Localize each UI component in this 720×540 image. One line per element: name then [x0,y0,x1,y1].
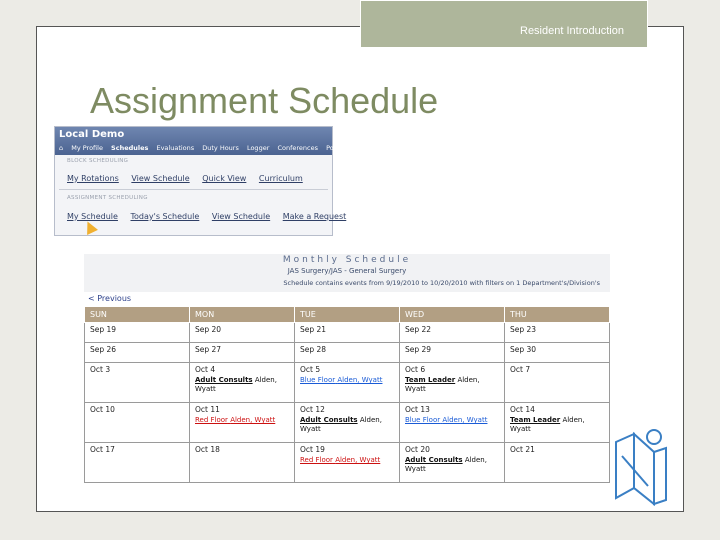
schedule-note: Schedule contains events from 9/19/2010 to 10/20/2010 with filters on 1 Department's/Division's [283,279,600,287]
calendar-cell[interactable] [505,403,610,443]
link-view-schedule-assign[interactable]: View Schedule [211,212,271,221]
schedule-subtitle: JAS Surgery/JAS - General Surgery [287,267,407,275]
calendar-row [85,443,610,483]
nav-screenshot [54,126,347,236]
menu-duty-hours[interactable]: Duty Hours [202,144,239,152]
calendar-cell[interactable] [400,403,505,443]
cell-date: Sep 23 [510,325,537,334]
cell-date: Oct 20 [405,445,430,454]
calendar-cell[interactable] [400,443,505,483]
cell-date: Oct 4 [195,365,216,374]
cell-date: Sep 29 [405,345,432,354]
cell-date: Oct 6 [405,365,426,374]
calendar-cell[interactable] [295,403,400,443]
schedule-event[interactable] [405,376,499,394]
event-person: Alden, Wyatt [337,376,383,384]
day-header-sun: SUN [85,307,190,323]
calendar-cell[interactable] [505,363,610,403]
schedule-event[interactable] [510,416,604,434]
cell-date: Oct 18 [195,445,220,454]
calendar-cell[interactable] [85,323,190,343]
event-person: Alden, Wyatt [335,456,381,464]
calendar-cell[interactable] [190,403,295,443]
day-header-tue: TUE [295,307,400,323]
cell-date: Oct 14 [510,405,535,414]
calendar-cell[interactable] [85,363,190,403]
calendar-cell[interactable] [400,363,505,403]
cell-date: Oct 3 [90,365,111,374]
menu-po[interactable]: Po [326,144,334,152]
calendar-cell[interactable] [295,363,400,403]
link-view-schedule-block[interactable]: View Schedule [131,174,190,183]
calendar-cell[interactable] [400,323,505,343]
schedule-event[interactable] [195,416,289,425]
event-name: Adult Consults [195,376,253,384]
calendar-row [85,323,610,343]
calendar-cell[interactable] [85,403,190,443]
event-person: Alden, Wyatt [195,376,277,393]
menu-conferences[interactable]: Conferences [277,144,318,152]
cell-date: Oct 17 [90,445,115,454]
menu-schedules[interactable]: Schedules [111,144,149,152]
calendar-cell[interactable] [295,443,400,483]
event-name: Adult Consults [300,416,358,424]
block-scheduling-label: BLOCK SCHEDULING [67,158,129,164]
event-person: Alden, Wyatt [230,416,276,424]
link-my-schedule[interactable]: My Schedule [67,212,118,221]
calendar-row [85,363,610,403]
event-name: Blue Floor [405,416,441,424]
block-links [67,174,313,183]
calendar-cell[interactable] [505,343,610,363]
day-header-wed: WED [400,307,505,323]
cell-date: Sep 20 [195,325,222,334]
calendar-cell[interactable] [190,323,295,343]
calendar-row [85,403,610,443]
event-name: Adult Consults [405,456,463,464]
cell-date: Sep 27 [195,345,222,354]
nav-title: Local Demo [59,129,125,140]
event-person: Alden, Wyatt [442,416,488,424]
cell-date: Sep 30 [510,345,537,354]
event-name: Red Floor [195,416,228,424]
monthly-schedule-header [84,254,610,292]
cell-date: Oct 11 [195,405,220,414]
cell-date: Sep 26 [90,345,117,354]
calendar-table [84,306,610,483]
event-person: Alden, Wyatt [300,416,382,433]
cell-date: Sep 28 [300,345,327,354]
calendar-cell[interactable] [85,343,190,363]
home-icon[interactable]: ⌂ [59,144,64,152]
link-my-rotations[interactable]: My Rotations [67,174,119,183]
nav-header [55,127,332,155]
logo-icon [610,428,670,506]
calendar-cell[interactable] [505,323,610,343]
event-person: Alden, Wyatt [405,376,480,393]
calendar-cell[interactable] [295,323,400,343]
assignment-links [67,212,356,221]
calendar-cell[interactable] [295,343,400,363]
cell-date: Oct 5 [300,365,321,374]
calendar-cell[interactable] [190,363,295,403]
event-name: Red Floor [300,456,333,464]
header-tag: Resident Introduction [520,25,624,37]
cell-date: Oct 19 [300,445,325,454]
cell-date: Oct 7 [510,365,531,374]
schedule-title: Monthly Schedule [282,255,412,265]
day-header-thu: THU [505,307,610,323]
nav-menu [59,144,340,152]
link-quick-view[interactable]: Quick View [202,174,247,183]
event-name: Team Leader [405,376,456,384]
assignment-scheduling-label: ASSIGNMENT SCHEDULING [67,195,148,201]
schedule-event[interactable] [405,416,499,425]
cell-date: Oct 13 [405,405,430,414]
link-todays-schedule[interactable]: Today's Schedule [130,212,200,221]
schedule-event[interactable] [300,376,394,385]
schedule-event[interactable] [405,456,499,474]
cell-date: Sep 19 [90,325,117,334]
menu-evaluations[interactable]: Evaluations [156,144,195,152]
header-tab [360,0,648,48]
menu-my-profile[interactable]: My Profile [71,144,103,152]
previous-link[interactable]: < Previous [88,294,132,303]
event-person: Alden, Wyatt [510,416,585,433]
cell-date: Oct 10 [90,405,115,414]
schedule-event[interactable] [195,376,289,394]
cell-date: Sep 22 [405,325,432,334]
link-curriculum[interactable]: Curriculum [258,174,303,183]
calendar-cell[interactable] [505,443,610,483]
calendar-cell[interactable] [85,443,190,483]
link-make-request[interactable]: Make a Request [282,212,347,221]
calendar-cell[interactable] [400,343,505,363]
day-header-mon: MON [190,307,295,323]
cell-date: Oct 12 [300,405,325,414]
cell-date: Oct 21 [510,445,535,454]
schedule-event[interactable] [300,416,394,434]
menu-logger[interactable]: Logger [246,144,270,152]
calendar-row [85,343,610,363]
schedule-event[interactable] [300,456,394,465]
calendar-cell[interactable] [190,443,295,483]
event-name: Team Leader [510,416,561,424]
slide-title: Assignment Schedule [90,80,439,121]
divider [59,189,328,190]
calendar-cell[interactable] [190,343,295,363]
cell-date: Sep 21 [300,325,327,334]
event-person: Alden, Wyatt [405,456,487,473]
event-name: Blue Floor [300,376,336,384]
